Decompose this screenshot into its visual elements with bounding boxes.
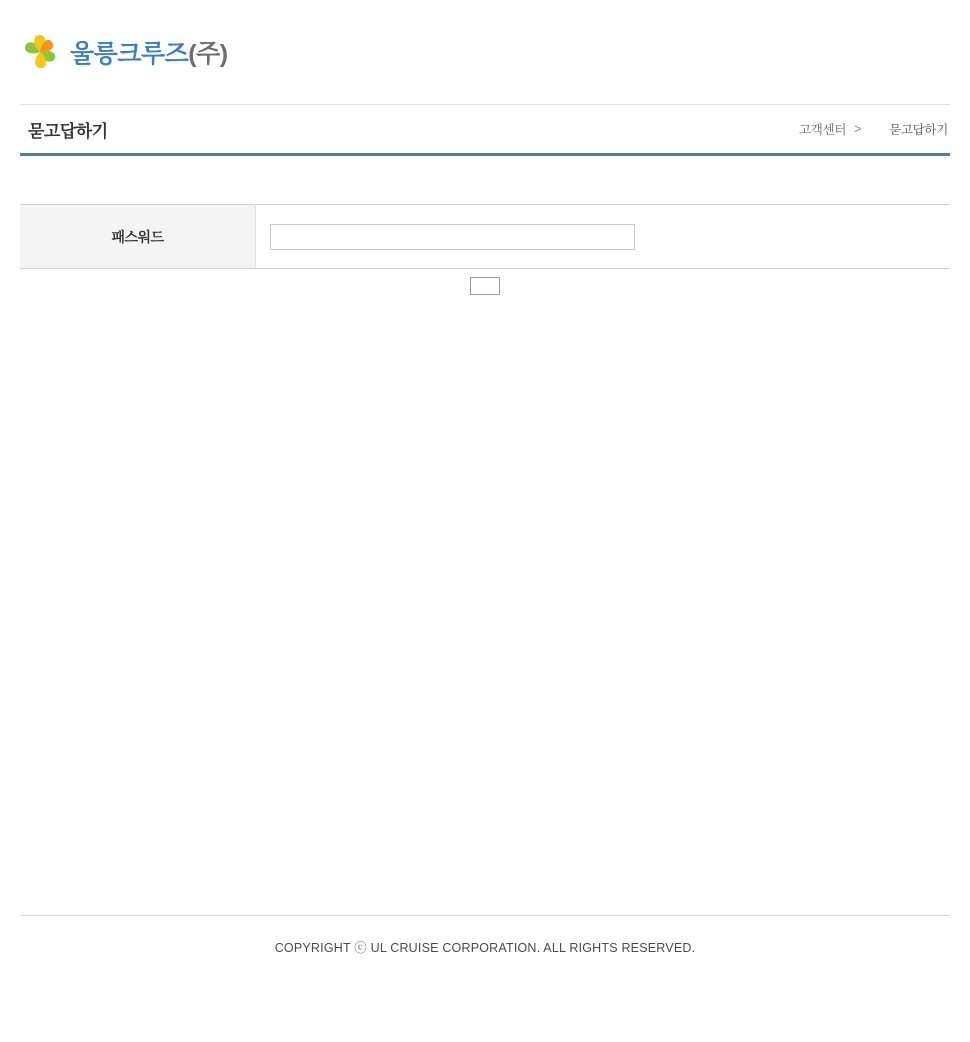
copyright-text: COPYRIGHT ⓒ UL CRUISE CORPORATION. ALL RIGHTS RESERVED. (274, 941, 696, 955)
breadcrumb-item-customer-center[interactable]: 고객센터 (799, 123, 847, 137)
content-top-spacer (20, 156, 950, 204)
logo-text-main: 울릉크루즈 (70, 40, 189, 68)
site-logo-link[interactable] (20, 32, 228, 72)
site-logo-text (70, 34, 228, 70)
site-header (0, 0, 970, 104)
table-row (20, 205, 950, 269)
password-label: 패스워드 (20, 205, 256, 269)
pinwheel-flower-logo-icon (20, 32, 60, 72)
password-form-table (20, 204, 950, 269)
password-input[interactable] (270, 224, 635, 250)
password-field-cell (256, 205, 951, 269)
logo-text-sub: (주) (188, 40, 228, 68)
breadcrumb-separator-icon: > (854, 122, 862, 136)
breadcrumb-item-current: 묻고답하기 (889, 123, 948, 137)
form-actions (20, 277, 950, 295)
submit-button[interactable] (470, 277, 500, 295)
site-footer (20, 915, 950, 956)
page-title: 묻고답하기 (28, 121, 108, 141)
page-title-bar (20, 104, 950, 156)
breadcrumb (799, 120, 950, 138)
main-content (20, 156, 950, 295)
